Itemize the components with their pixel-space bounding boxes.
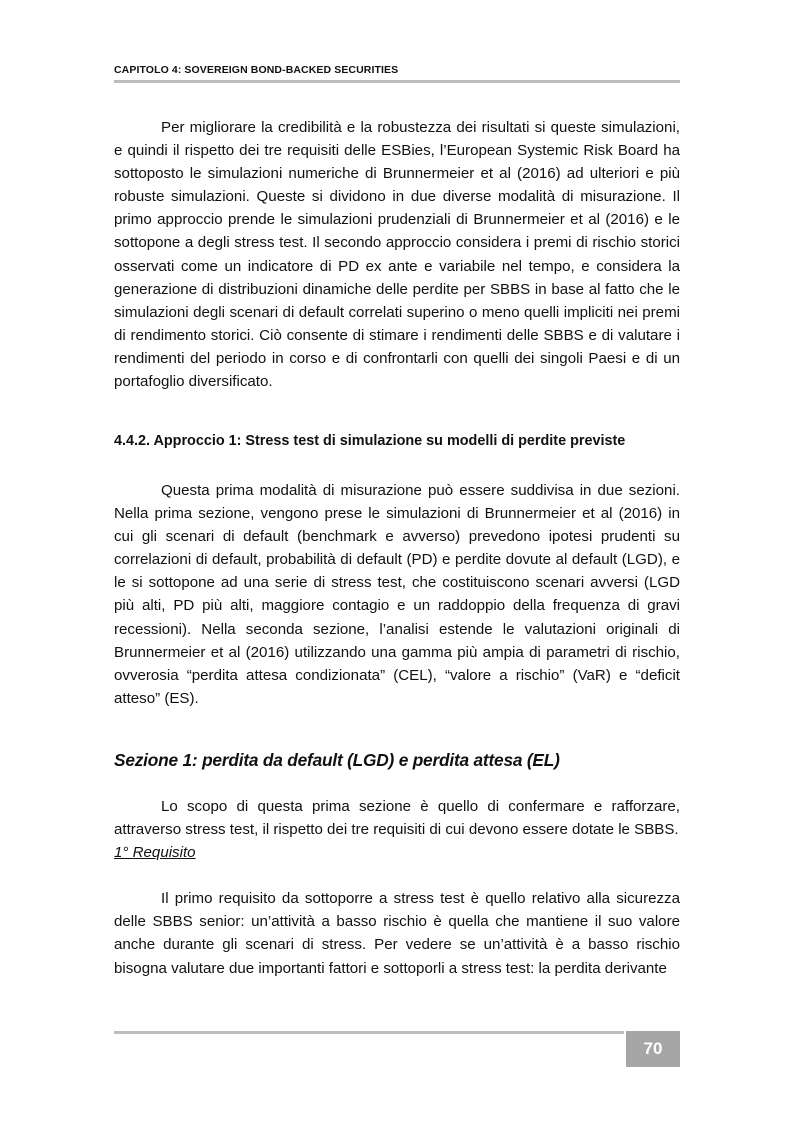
- chapter-title: CAPITOLO 4: SOVEREIGN BOND-BACKED SECURITIES: [114, 64, 399, 76]
- page-number: 70: [626, 1031, 680, 1067]
- requirement-heading: 1° Requisito: [114, 844, 196, 862]
- body-text-middle: [114, 479, 680, 710]
- paragraph-1: Per migliorare la credibilità e la robustezza dei risultati si queste simulazioni, e quindi il rispetto dei tre requisiti delle ESBies, l’European Systemic Risk Board ha sottoposto le simulazioni numeriche di Brunnermeier et al (2016) ad ulteriori e più robuste simulazioni. Queste si dividono in due diverse modalità di misurazione. Il primo approccio prende le simulazioni prudenziali di Brunnermeier et al (2016) e le sottopone a degli stress test. Il secondo approccio considera i premi di rischio storici osservati come un indicatore di PD ex ante e variabile nel tempo, e considera la generazione di distribuzioni dinamiche delle perdite per SBBS in base al fatto che le simulazioni degli scenari di default correlati superino o meno quelli impliciti nei premi di rendimento storici. Ciò consente di stimare i rendimenti delle SBBS e di valutare i rendimenti del periodo in corso e di confrontarli con quelli dei singoli Paesi e di un portafoglio diversificato.: [114, 119, 680, 391]
- body-text-bottom: [114, 795, 680, 980]
- subsection-heading: 4.4.2. Approccio 1: Stress test di simulazione su modelli di perdite previste: [114, 433, 626, 449]
- paragraph-4: Il primo requisito da sottoporre a stress test è quello relativo alla sicurezza delle SBBS senior: un’attività a basso rischio è quella che mantiene il suo valore anche durante gli scenari di stress. Per vedere se un’attività è a basso rischio bisogna valutare due importanti fattori e sottoporli a stress test: la perdita derivante: [114, 890, 680, 977]
- section-heading: Sezione 1: perdita da default (LGD) e perdita attesa (EL): [114, 750, 560, 770]
- body-text-top: [114, 116, 680, 393]
- footer-divider: [114, 1031, 624, 1034]
- header-divider: [114, 80, 680, 83]
- paragraph-2: Questa prima modalità di misurazione può essere suddivisa in due sezioni. Nella prima sezione, vengono prese le simulazioni di Brunnermeier et al (2016) in cui gli scenari di default (benchmark e avverso) prevedono ipotesi prudenti su correlazioni di default, probabilità di default (PD) e perdite dovute al default (LGD), e le si sottopone ad una serie di stress test, che costituiscono scenari avversi (LGD più alti, PD più alti, maggiore contagio e un raddoppio della frequenza di gravi recessioni). Nella seconda sezione, l’analisi estende le valutazioni originali di Brunnermeier et al (2016) utilizzando una gamma più ampia di parametri di rischio, ovverosia “perdita attesa condizionata” (CEL), “valore a rischio” (VaR) e “deficit atteso” (ES).: [114, 482, 680, 707]
- running-header: [114, 64, 680, 83]
- paragraph-3: Lo scopo di questa prima sezione è quello di confermare e rafforzare, attraverso stress test, il rispetto dei tre requisiti di cui devono essere dotate le SBBS.: [114, 798, 680, 839]
